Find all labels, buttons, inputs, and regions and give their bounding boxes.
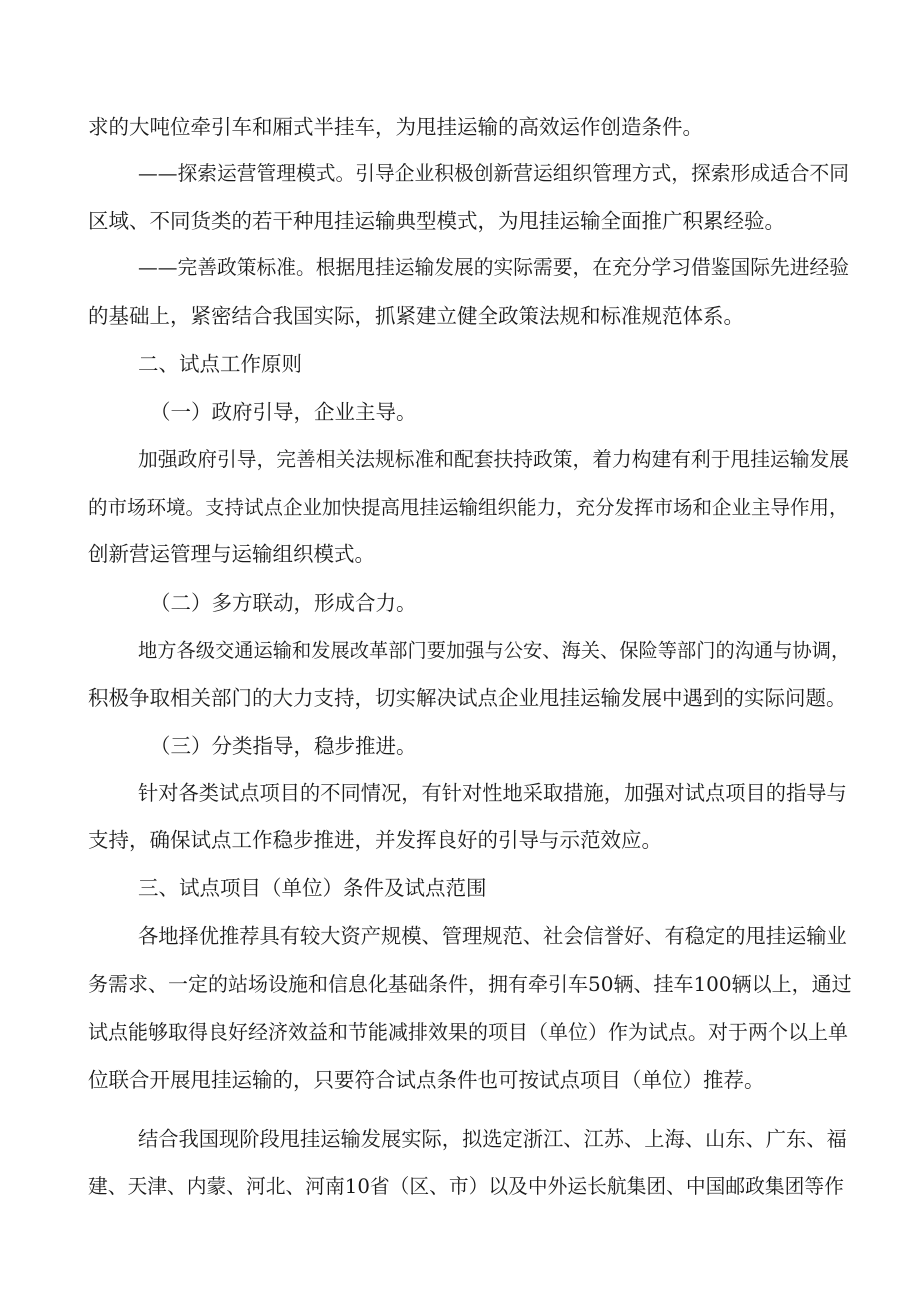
paragraph-line: ——探索运营管理模式。引导企业积极创新营运组织管理方式，探索形成适合不同 <box>138 162 850 185</box>
paragraph-line: 位联合开展甩挂运输的，只要符合试点条件也可按试点项目（单位）推荐。 <box>88 1068 765 1092</box>
subsection-heading: （二）多方联动，形成合力。 <box>150 591 417 615</box>
section-heading: 二、试点工作原则 <box>138 352 302 376</box>
paragraph-line: 结合我国现阶段甩挂运输发展实际，拟选定浙江、江苏、上海、山东、广东、福 <box>138 1127 847 1151</box>
paragraph-line: 建、天津、内蒙、河北、河南10省（区、市）以及中外运长航集团、中国邮政集团等作 <box>88 1175 844 1198</box>
subsection-heading: （一）政府引导，企业主导。 <box>150 400 417 424</box>
paragraph-line: 加强政府引导，完善相关法规标准和配套扶持政策，着力构建有利于甩挂运输发展 <box>138 448 850 471</box>
paragraph-line: 试点能够取得良好经济效益和节能减排效果的项目（单位）作为试点。对于两个以上单 <box>88 1020 848 1044</box>
paragraph-line: 创新营运管理与运输组织模式。 <box>88 542 375 566</box>
paragraph-line: 的基础上，紧密结合我国实际，抓紧建立健全政策法规和标准规范体系。 <box>88 304 744 328</box>
section-heading: 三、试点项目（单位）条件及试点范围 <box>138 876 487 900</box>
paragraph-line: ——完善政策标准。根据甩挂运输发展的实际需要，在充分学习借鉴国际先进经验 <box>138 256 850 279</box>
paragraph-line: 区域、不同货类的若干种甩挂运输典型模式，为甩挂运输全面推广积累经验。 <box>88 209 785 233</box>
paragraph-line: 积极争取相关部门的大力支持，切实解决试点企业甩挂运输发展中遇到的实际问题。 <box>88 686 847 710</box>
paragraph-line: 务需求、一定的站场设施和信息化基础条件，拥有牵引车50辆、挂车100辆以上，通过 <box>88 972 852 996</box>
paragraph-line: 的市场环境。支持试点企业加快提高甩挂运输组织能力，充分发挥市场和企业主导作用， <box>88 496 849 519</box>
paragraph-line: 地方各级交通运输和发展改革部门要加强与公安、海关、保险等部门的沟通与协调， <box>138 639 851 662</box>
paragraph-line: 求的大吨位牵引车和厢式半挂车，为甩挂运输的高效运作创造条件。 <box>88 115 703 139</box>
paragraph-line: 针对各类试点项目的不同情况，有针对性地采取措施，加强对试点项目的指导与 <box>138 781 847 805</box>
subsection-heading: （三）分类指导，稳步推进。 <box>150 734 417 758</box>
paragraph-line: 各地择优推荐具有较大资产规模、管理规范、社会信誉好、有稳定的甩挂运输业 <box>138 924 847 948</box>
paragraph-line: 支持，确保试点工作稳步推进，并发挥良好的引导与示范效应。 <box>88 828 662 852</box>
